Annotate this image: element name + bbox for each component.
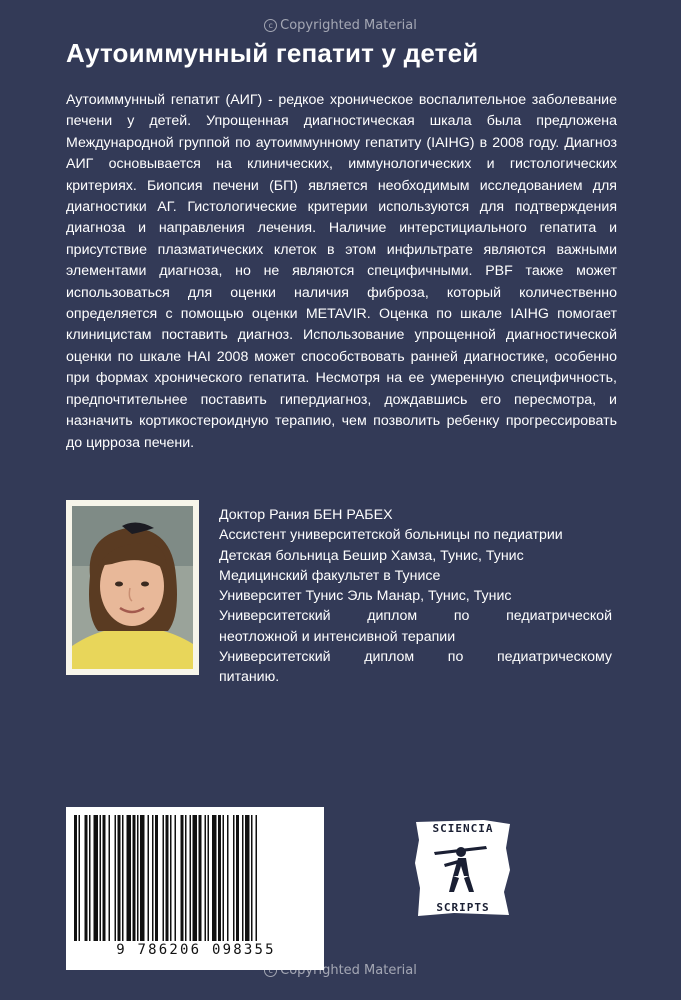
author-portrait-image bbox=[72, 506, 193, 669]
barcode-bar bbox=[148, 815, 150, 941]
barcode-bar bbox=[223, 815, 225, 941]
copyright-icon: c bbox=[264, 964, 277, 977]
barcode-bar bbox=[155, 815, 158, 941]
publisher-name-bottom: SCRIPTS bbox=[436, 901, 490, 914]
watermark-top-text: Copyrighted Material bbox=[280, 18, 417, 33]
book-title: Аутоиммунный гепатит у детей bbox=[66, 38, 479, 68]
barcode-bar bbox=[175, 815, 177, 941]
barcode-bar bbox=[115, 815, 117, 941]
barcode-bar bbox=[205, 815, 207, 941]
author-photo bbox=[66, 500, 199, 675]
publisher-name-top: SCIENCIA bbox=[432, 822, 494, 835]
barcode-bar bbox=[109, 815, 111, 941]
author-bio-line: неотложной и интенсивной терапии bbox=[219, 628, 456, 645]
watermark-bottom bbox=[0, 963, 681, 978]
barcode-bar bbox=[122, 815, 124, 941]
author-bio bbox=[219, 505, 612, 688]
barcode-bar bbox=[94, 815, 99, 941]
barcode-bar bbox=[89, 815, 91, 941]
barcode-bar bbox=[190, 815, 192, 941]
author-bio-line: Медицинский факультет в Тунисе bbox=[219, 567, 441, 584]
barcode-bar bbox=[218, 815, 221, 941]
barcode-bar bbox=[163, 815, 165, 941]
author-bio-line: Университетский диплом по педиатрическому bbox=[219, 649, 612, 666]
author-bio-line: Детская больница Бешир Хамза, Тунис, Тунис bbox=[219, 547, 524, 564]
author-name: Доктор Рания БЕН РАБЕХ bbox=[219, 507, 393, 523]
barcode-bar bbox=[233, 815, 235, 941]
barcode-bar bbox=[181, 815, 184, 941]
watermark-top bbox=[0, 18, 681, 33]
barcode-bar bbox=[227, 815, 229, 941]
barcode-bar bbox=[85, 815, 88, 941]
barcode-bar bbox=[79, 815, 81, 941]
author-bio-line: Университетский диплом по педиатрической bbox=[219, 608, 612, 625]
barcode-digits: 9 786206 098355 bbox=[116, 942, 276, 958]
author-bio-line: питанию. bbox=[219, 669, 280, 686]
copyright-icon: c bbox=[264, 19, 277, 32]
barcode-bar bbox=[212, 815, 217, 941]
barcode-bar bbox=[74, 815, 77, 941]
barcode-bar bbox=[103, 815, 106, 941]
watermark-bottom-text: Copyrighted Material bbox=[280, 963, 417, 978]
barcode-bar bbox=[242, 815, 244, 941]
barcode-bar bbox=[245, 815, 250, 941]
barcode-bar bbox=[251, 815, 253, 941]
barcode-bar bbox=[127, 815, 132, 941]
book-description: Аутоиммунный гепатит (АИГ) - редкое хроническое воспалительное заболевание печени у детей. Упрощенная диагностическая шкала была предложена Международной группой по аутоиммунному гепатиту (IAIHG) в 2008 году. Диагноз АИГ основывается на клинических, иммунологических и гистологических критериях. Биопсия печени (БП) является необходимым исследованием для диагностики АГ. Гистологические критерии используются для подтверждения диагноза и направления лечения. Наличие интерстициального гепатита и присутствие плазматических клеток в этом инфильтрате являются важными элементами диагноза, но не являются специфичными. PBF также может использоваться для оценки наличия фиброза, который количественно определяется с помощью оценки METAVIR. Оценка по шкале IAIHG помогает клиницистам поставить диагноз. Использование упрощенной диагностической оценки по шкале HAI 2008 может способствовать ранней диагностике, особенно при формах хронического гепатита. Несмотря на ее умеренную специфичность, предпочтительнее поставить гипердиагноз, дождавшись его пересмотра, и назначить кортикостероидную терапию, чем позволить ребенку прогрессировать до цирроза печени. bbox=[66, 92, 617, 451]
author-bio-line: Университет Тунис Эль Манар, Тунис, Тунис bbox=[219, 588, 512, 605]
barcode-bar bbox=[152, 815, 154, 941]
barcode-bar bbox=[170, 815, 172, 941]
author-bio-line: Ассистент университетской больницы по педиатрии bbox=[219, 527, 563, 544]
barcode-bar bbox=[256, 815, 258, 941]
barcode-bar bbox=[133, 815, 136, 941]
barcode-bar bbox=[193, 815, 198, 941]
barcode-bar bbox=[118, 815, 121, 941]
barcode-bar bbox=[100, 815, 102, 941]
barcode-bar bbox=[140, 815, 145, 941]
publisher-logo bbox=[414, 818, 512, 918]
barcode-bar bbox=[208, 815, 210, 941]
barcode bbox=[66, 807, 324, 970]
barcode-bars bbox=[72, 815, 318, 943]
barcode-bar bbox=[166, 815, 169, 941]
barcode-bar bbox=[137, 815, 139, 941]
barcode-bar bbox=[199, 815, 202, 941]
barcode-bar bbox=[185, 815, 187, 941]
barcode-bar bbox=[236, 815, 239, 941]
